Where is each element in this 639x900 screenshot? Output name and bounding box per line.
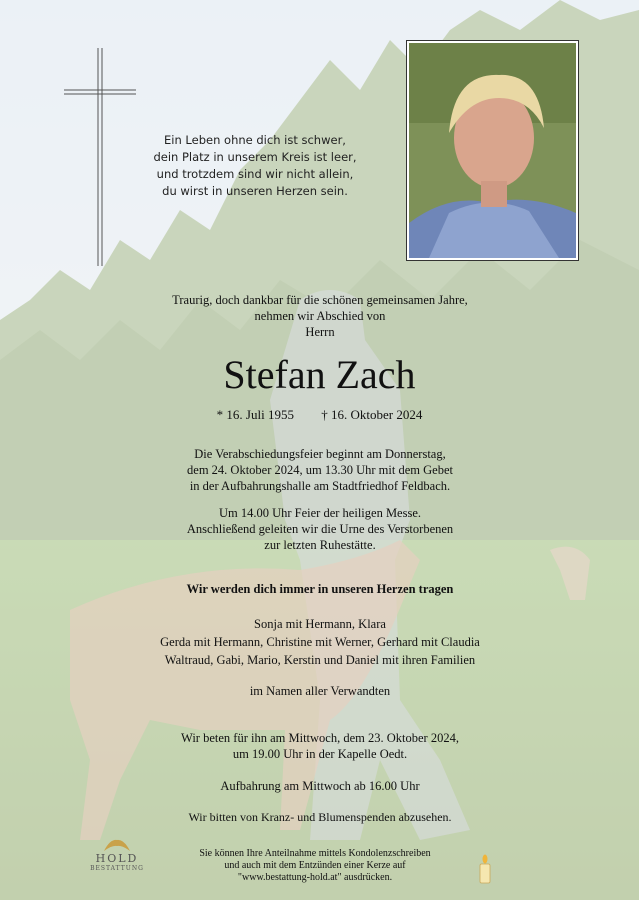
intro-line: Herrn [305,325,335,339]
life-dates [0,407,639,423]
relatives-text: im Namen aller Verwandten [249,684,391,698]
funeral-home-logo [88,837,146,873]
mass-text [80,505,560,553]
intro-text [80,292,560,340]
prayer-line: Wir beten für ihn am Mittwoch, dem 23. Oktober 2024, [181,731,459,745]
flowers-text: Wir bitten von Kranz- und Blumenspenden abzusehen. [188,810,452,824]
ceremony-line: Die Verabschiedungsfeier beginnt am Donnerstag, [194,447,446,461]
poem-line: du wirst in unseren Herzen sein. [162,184,348,198]
intro-line: nehmen wir Abschied von [254,309,386,323]
family-line: Waltraud, Gabi, Mario, Kerstin und Daniel mit ihren Familien [164,653,476,667]
family-line: Sonja mit Hermann, Klara [254,617,386,631]
portrait-photo [407,41,578,260]
family-line: Gerda mit Hermann, Christine mit Werner, Gerhard mit Claudia [160,635,480,649]
candle-icon [478,854,492,884]
leaf-emblem-icon [102,837,132,853]
cross-icon [62,44,138,268]
footer-line: Sie können Ihre Anteilnahme mittels Kondolenzschreiben [199,848,431,859]
footer-line: und auch mit dem Entzünden einer Kerze auf [224,860,406,871]
laying-out-text: Aufbahrung am Mittwoch ab 16.00 Uhr [220,779,420,793]
prayer-line: um 19.00 Uhr in der Kapelle Oedt. [232,747,408,761]
poem-line: und trotzdem sind wir nicht allein, [156,167,354,181]
poem-line: dein Platz in unserem Kreis ist leer, [153,150,357,164]
ceremony-line: dem 24. Oktober 2024, um 13.30 Uhr mit dem Gebet [187,463,453,477]
family-list [80,615,560,669]
mass-line: Anschließend geleiten wir die Urne des Verstorbenen [186,522,454,536]
mass-line: zur letzten Ruhestätte. [264,538,376,552]
motto: Wir werden dich immer in unseren Herzen tragen [186,582,454,596]
ceremony-line: in der Aufbahrungshalle am Stadtfriedhof Feldbach. [189,479,451,493]
mass-line: Um 14.00 Uhr Feier der heiligen Messe. [218,506,422,520]
logo-name: HOLD [95,852,139,865]
poem [130,132,380,200]
ceremony-text [80,446,560,494]
poem-line: Ein Leben ohne dich ist schwer, [164,133,346,147]
death-date: † 16. Oktober 2024 [321,407,423,422]
birth-date: * 16. Juli 1955 [216,407,294,422]
prayer-text [80,730,560,762]
logo-sub: BESTATTUNG [90,865,144,872]
footer-line: "www.bestattung-hold.at" ausdrücken. [237,872,393,883]
deceased-name: Stefan Zach [223,352,416,397]
footer-text [140,848,490,884]
intro-line: Traurig, doch dankbar für die schönen gemeinsamen Jahre, [172,293,468,307]
